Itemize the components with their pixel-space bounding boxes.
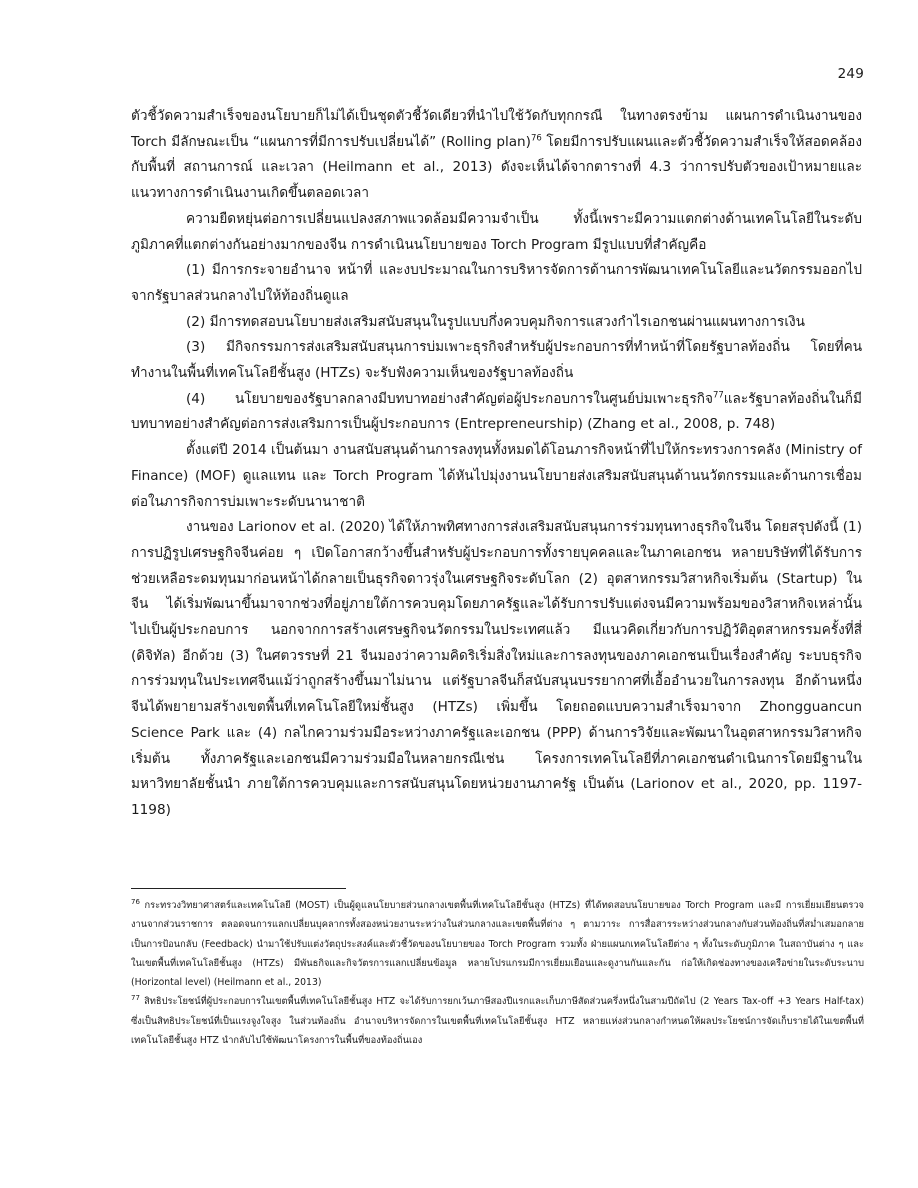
footnote-mark: 76 <box>131 897 140 906</box>
footnote-text: กระทรวงวิทยาศาสตร์และเทคโนโลยี (MOST) เป็นผู้ดูแลนโยบายส่วนกลางเขตพื้นที่เทคโนโลยีชั้นสูง (HTZs) ที่ได้ทดสอบนโยบายของ Torch Program และมี การเยี่ยมเยียนตรวจงานจากส่วนราชการ ตลอดจนการแลกเปลี่ยนบุคลากรทั้งสองหน่วยงานระหว่างในส่วนกลางและเขตพื้นที่ต่าง ๆ ตามวาระ การสื่อสารระหว่างส่วนกลางกับส่วนท้องถิ่นที่สม่ำเสมอกลายเป็นการป้อนกลับ (Feedback) นำมาใช้ปรับแต่งวัตถุประสงค์และตัวชี้วัดของนโยบายของ Torch Program รวมทั้ง ฝ่ายแผนกเทคโนโลยีต่าง ๆ ทั้งในระดับภูมิภาค ในสถาบันต่าง ๆ และในเขตพื้นที่เทคโนโลยีชั้นสูง (HTZs) มีพันธกิจและกิจวัตรการแลกเปลี่ยนข้อมูล หลายโปรแกรมมีการเยี่ยมเยือนและดูงานกันและกัน ก่อให้เกิดช่องทางของเครือข่ายในระดับระนาบ (Horizontal level) (Heilmann et al., 2013) <box>131 900 864 989</box>
footnote-ref: 77 <box>712 390 724 401</box>
footnotes <box>131 896 864 1050</box>
list-item: (1) มีการกระจายอำนาจ หน้าที่ และงบประมาณในการบริหารจัดการด้านการพัฒนาเทคโนโลยีและนวัตกรรมออกไปจากรัฐบาลส่วนกลางไปให้ท้องถิ่นดูแล <box>131 262 862 304</box>
list-item: (3) มีกิจกรรมการส่งเสริมสนับสนุนการบ่มเพาะธุรกิจสำหรับผู้ประกอบการที่ทำหน้าที่โดยรัฐบาลท้องถิ่น โดยที่คนทำงานในพื้นที่เทคโนโลยีชั้นสูง (HTZs) จะรับฟังความเห็นของรัฐบาลท้องถิ่น <box>131 339 862 382</box>
footnote-ref: 76 <box>530 133 542 144</box>
footnote-text: สิทธิประโยชน์ที่ผู้ประกอบการในเขตพื้นที่เทคโนโลยีชั้นสูง HTZ จะได้รับการยกเว้นภาษีสองปีแรกและเก็บภาษีสัดส่วนครึ่งหนึ่งในสามปีถัดไป (2 Years Tax-off +3 Years Half-tax) ซึ่งเป็นสิทธิประโยชน์ที่เป็นแรงจูงใจสูง ในส่วนท้องถิ่น อำนาจบริหารจัดการในเขตพื้นที่เทคโนโลยีชั้นสูง HTZ หลายแห่งส่วนกลางกำหนดให้ผลประโยชน์การจัดเก็บรายได้ในเขตพื้นที่เทคโนโลยีชั้นสูง HTZ นำกลับไปใช้พัฒนาโครงการในพื้นที่ของท้องถิ่นเอง <box>131 996 864 1047</box>
footnote-mark: 77 <box>131 994 140 1003</box>
footnote-divider <box>131 888 346 889</box>
list-item-text: และรัฐบาลท้องถิ่นในก็มีบทบาทอย่างสำคัญต่อการส่งเสริมการเป็นผู้ประกอบการ (Entrepreneurship) (Zhang et al., 2008, p. 748) <box>131 390 862 433</box>
paragraph: ความยืดหยุ่นต่อการเปลี่ยนแปลงสภาพแวดล้อมมีความจำเป็น ทั้งนี้เพราะมีความแตกต่างด้านเทคโนโลยีในระดับภูมิภาคที่แตกต่างกันอย่างมากของจีน การดำเนินนโยบายของ Torch Program มีรูปแบบที่สำคัญคือ <box>131 210 862 253</box>
body-text <box>131 104 862 824</box>
paragraph <box>131 104 862 207</box>
list-item <box>131 387 862 438</box>
paragraph: ตั้งแต่ปี 2014 เป็นต้นมา งานสนับสนุนด้านการลงทุนทั้งหมดได้โอนภารกิจหน้าที่ไปให้กระทรวงการคลัง (Ministry of Finance) (MOF) ดูแลแทน และ Torch Program ได้หันไปมุ่งงานนโยบายส่งเสริมสนับสนุนด้านนวัตกรรมและด้านการเชื่อมต่อในภารกิจการบ่มเพาะระดับนานาชาติ <box>131 442 862 510</box>
list-item: (2) มีการทดสอบนโยบายส่งเสริมสนับสนุนในรูปแบบกึ่งควบคุมกิจการแสวงกำไรเอกชนผ่านแผนทางการเงิน <box>186 313 805 330</box>
list-item-text: (4) นโยบายของรัฐบาลกลางมีบทบาทอย่างสำคัญต่อผู้ประกอบการในศูนย์บ่มเพาะธุรกิจ <box>186 390 713 407</box>
paragraph-text: โดยมีการปรับแผนและตัวชี้วัดความสำเร็จให้สอดคล้องกับพื้นที่ สถานการณ์ และเวลา (Heilmann et al., 2013) ดังจะเห็นได้จากตารางที่ 4.3 ว่าการปรับตัวของเป้าหมายและแนวทางการดำเนินงานเกิดขึ้นตลอดเวลา <box>131 133 862 202</box>
footnote-77 <box>131 992 864 1050</box>
page-number: 249 <box>837 66 864 82</box>
paragraph: งานของ Larionov et al. (2020) ได้ให้ภาพทิศทางการส่งเสริมสนับสนุนการร่วมทุนทางธุรกิจในจีน โดยสรุปดังนี้ (1) การปฏิรูปเศรษฐกิจจีนค่อย ๆ เปิดโอกาสกว้างขึ้นสำหรับผู้ประกอบการทั้งรายบุคคลและในภาคเอกชน หลายบริษัทที่ได้รับการช่วยเหลือระดมทุนมาก่อนหน้าได้กลายเป็นธุรกิจดาวรุ่งในเศรษฐกิจระดับโลก (2) อุตสาหกรรมวิสาหกิจเริ่มต้น (Startup) ในจีน ได้เริ่มพัฒนาขึ้นมาจากช่วงที่อยู่ภายใต้การควบคุมโดยภาครัฐและได้รับการปรับแต่งจนมีความพร้อมของวิสาหกิจเหล่านั้นไปเป็นผู้ประกอบการ นอกจากการสร้างเศรษฐกิจนวัตกรรมในประเทศแล้ว มีแนวคิดเกี่ยวกับการปฏิวัติอุตสาหกรรมครั้งที่สี่ (ดิจิทัล) อีกด้วย (3) ในศตวรรษที่ 21 จีนมองว่าความคิดริเริ่มสิ่งใหม่และการลงทุนของภาคเอกชนเป็นเรื่องสำคัญ ระบบธุรกิจการร่วมทุนในประเทศจีนแม้ว่าถูกสร้างขึ้นมาไม่นาน แต่รัฐบาลจีนก็สนับสนุนบรรยากาศที่เอื้ออำนวยในการลงทุน อีกด้านหนึ่ง จีนได้พยายามสร้างเขตพื้นที่เทคโนโลยีใหม่ชั้นสูง (HTZs) เพิ่มขึ้น โดยถอดแบบความสำเร็จมาจาก Zhongguancun Science Park และ (4) กลไกความร่วมมือระหว่างภาครัฐและเอกชน (PPP) ด้านการวิจัยและพัฒนาในอุตสาหกรรมวิสาหกิจเริ่มต้น ทั้งภาครัฐและเอกชนมีความร่วมมือในหลายกรณีเช่น โครงการเทคโนโลยีที่ภาคเอกชนดำเนินการโดยมีฐานในมหาวิทยาลัยชั้นนำ ภายใต้การควบคุมและการสนับสนุนโดยหน่วยงานภาครัฐ เป็นต้น (Larionov et al., 2020, pp. 1197-1198) <box>131 519 862 818</box>
footnote-76 <box>131 896 864 992</box>
paragraph-text: ตัวชี้วัดความสำเร็จของนโยบายก็ไม่ได้เป็นชุดตัวชี้วัดเดียวที่นำไปใช้วัดกับทุกกรณี ในทางตรงข้าม แผนการดำเนินงานของ Torch มีลักษณะเป็น “แผนการที่มีการปรับเปลี่ยนได้” (Rolling plan) <box>131 108 862 150</box>
